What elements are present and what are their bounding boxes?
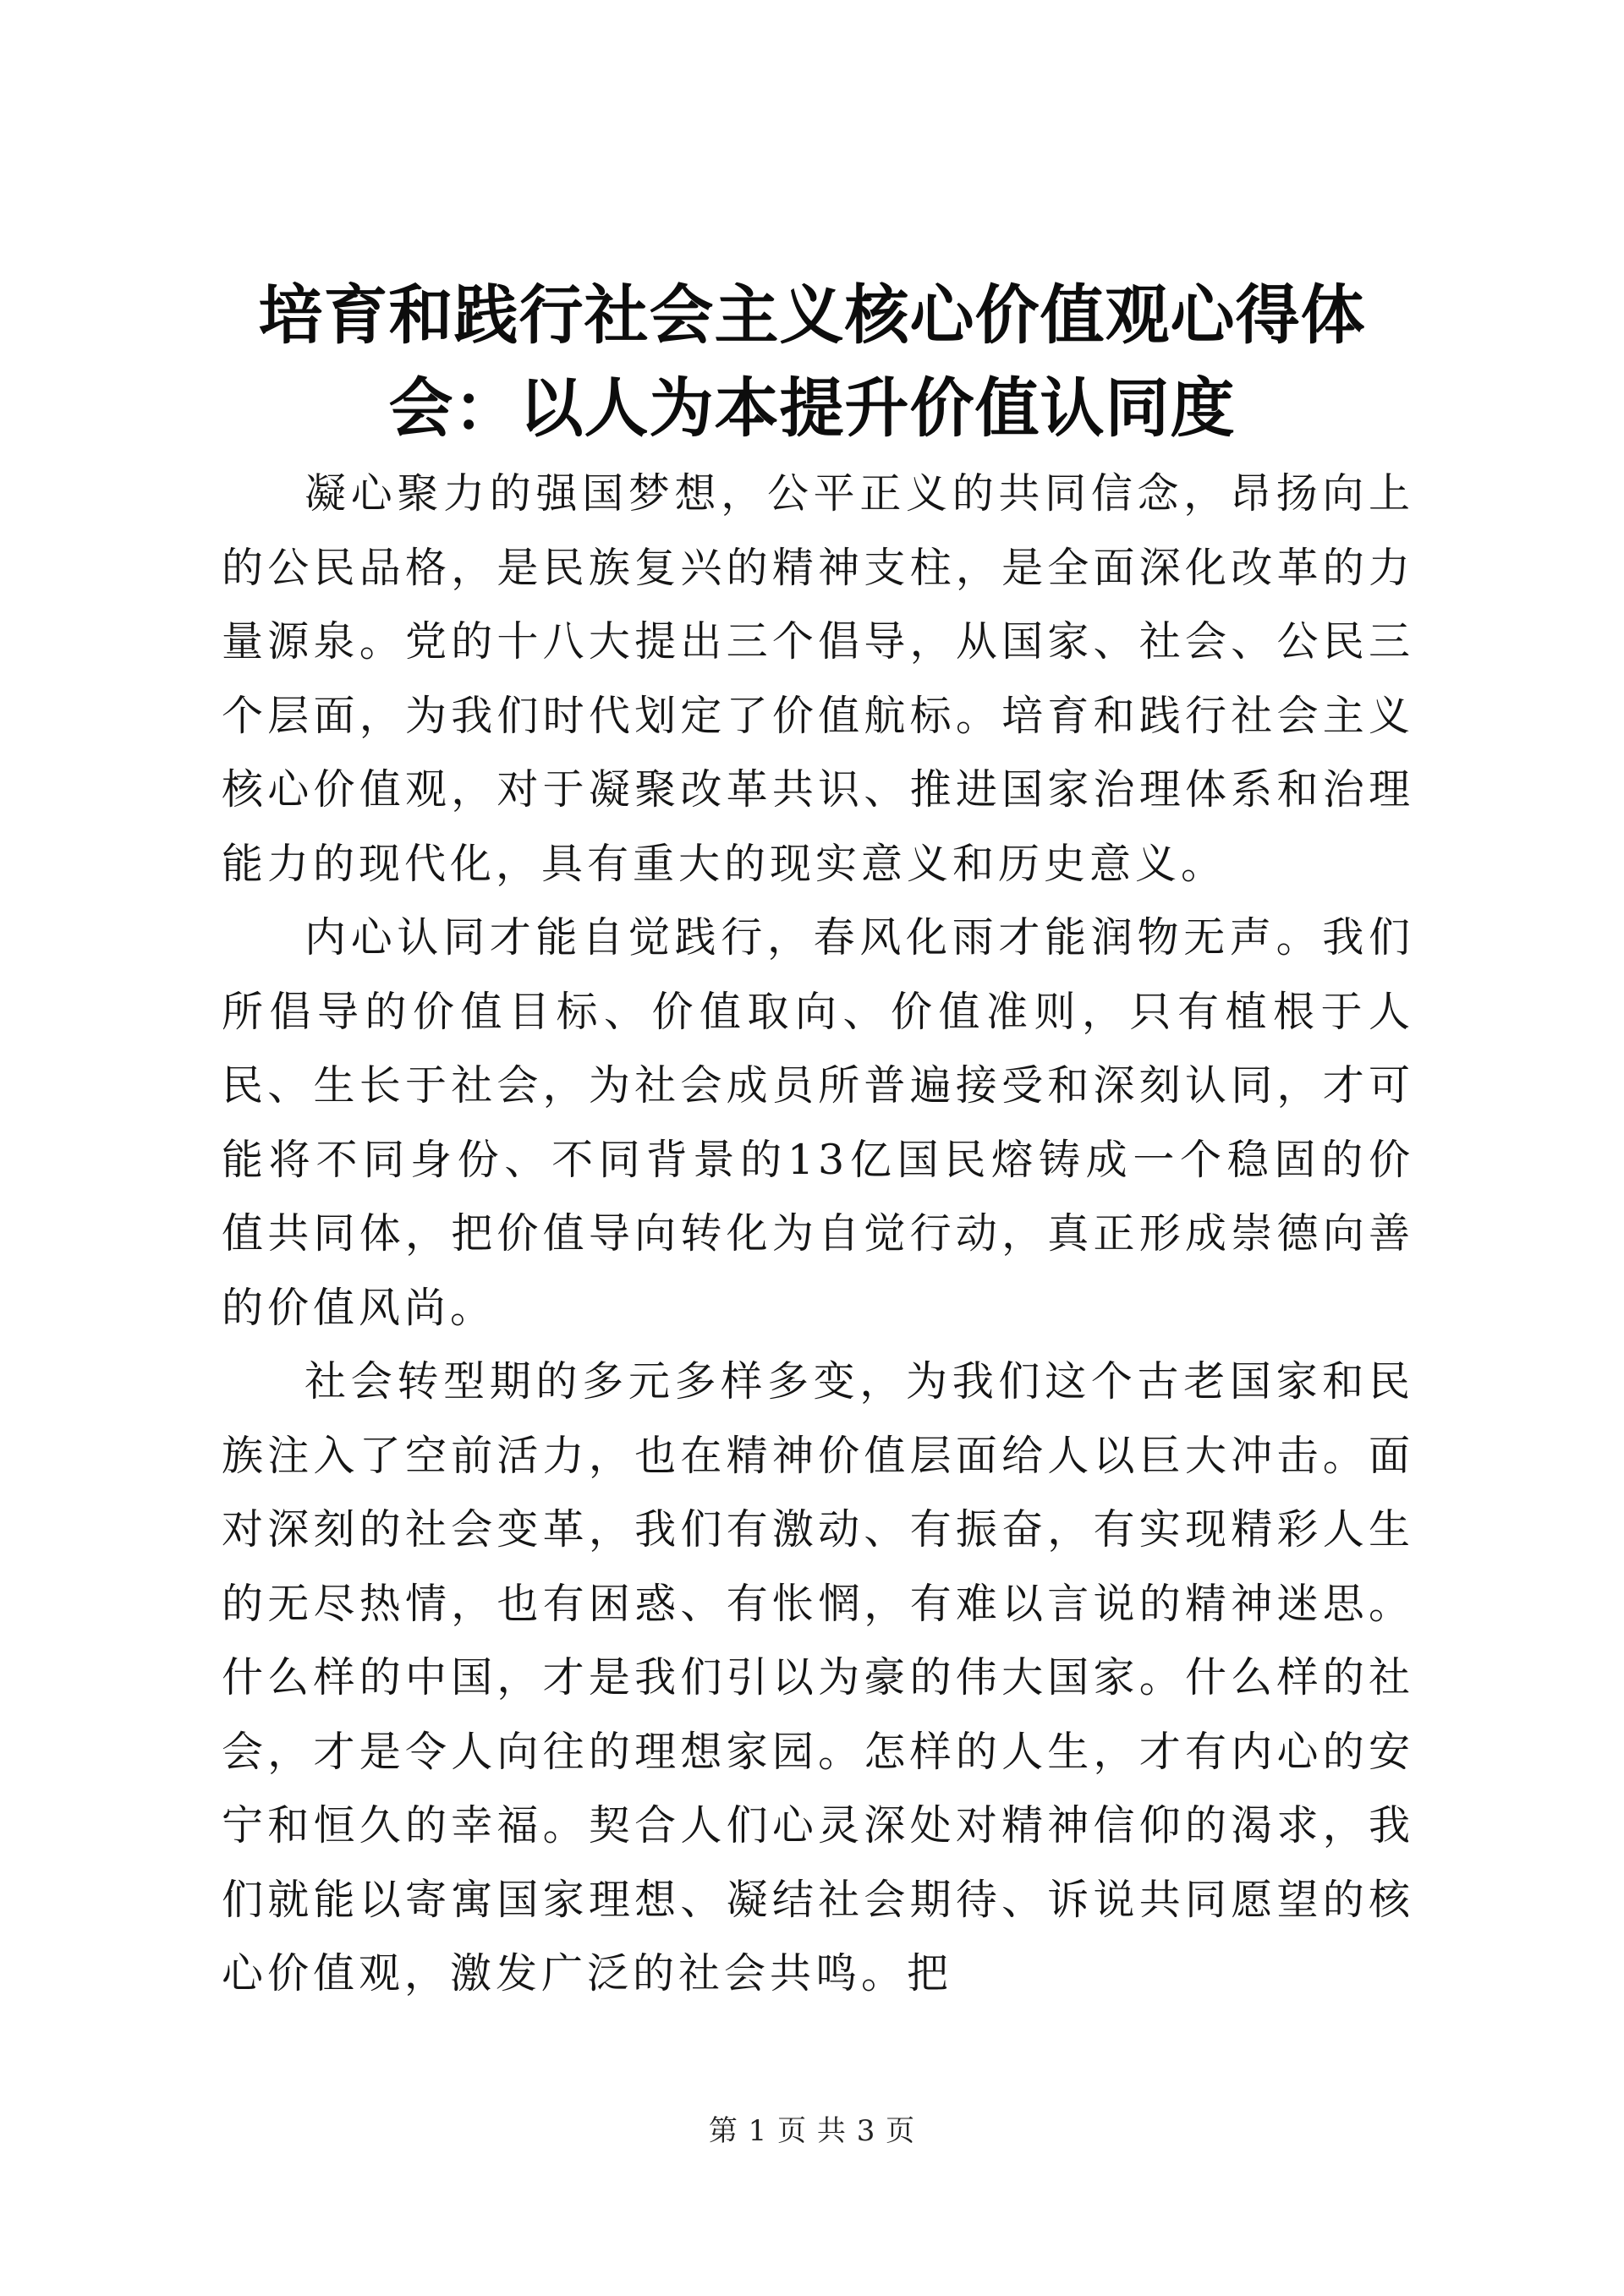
document-title: 培育和践行社会主义核心价值观心得体会：以人为本提升价值认同度 xyxy=(258,277,1366,446)
paragraph-2: 内心认同才能自觉践行，春风化雨才能润物无声。我们所倡导的价值目标、价值取向、价值准则，只有植根于人民、生长于社会，为社会成员所普遍接受和深刻认同，才可能将不同身份、不同背景的13亿国民熔铸成一个稳固的价值共同体，把价值导向转化为自觉行动，真正形成崇德向善的价值风尚。 xyxy=(222,913,1414,1332)
page-number-footer: 第 1 页 共 3 页 xyxy=(708,2114,916,2148)
paragraph-1: 凝心聚力的强国梦想，公平正义的共同信念，昂扬向上的公民品格，是民族复兴的精神支柱，是全面深化改革的力量源泉。党的十八大提出三个倡导，从国家、社会、公民三个层面，为我们时代划定了价值航标。培育和践行社会主义核心价值观，对于凝聚改革共识、推进国家治理体系和治理能力的现代化，具有重大的现实意义和历史意义。 xyxy=(222,469,1414,888)
paragraph-3: 社会转型期的多元多样多变，为我们这个古老国家和民族注入了空前活力，也在精神价值层面给人以巨大冲击。面对深刻的社会变革，我们有激动、有振奋，有实现精彩人生的无尽热情，也有困惑、有怅惘，有难以言说的精神迷思。什么样的中国，才是我们引以为豪的伟大国家。什么样的社会，才是令人向往的理想家园。怎样的人生，才有内心的安宁和恒久的幸福。契合人们心灵深处对精神信仰的渴求，我们就能以寄寓国家理想、凝结社会期待、诉说共同愿望的核心价值观，激发广泛的社会共鸣。把 xyxy=(222,1357,1414,1997)
document-body xyxy=(222,457,1414,2011)
